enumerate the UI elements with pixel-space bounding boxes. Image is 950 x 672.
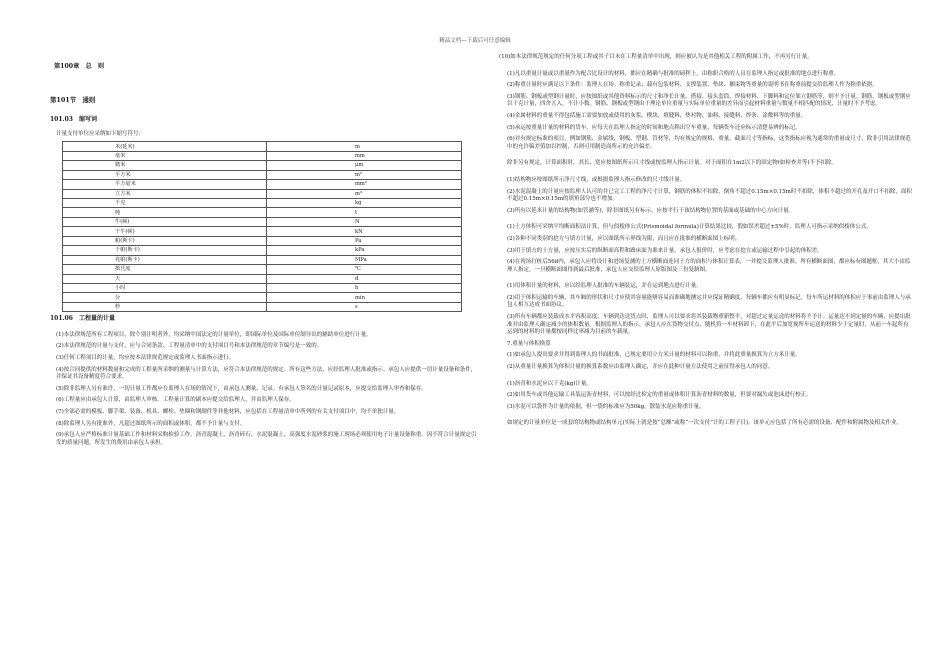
unit-row bbox=[63, 283, 462, 292]
paragraph: 如规定的计量单位是一成套的结构物或结构单元(实际上就是按“总额”或称“一次支付”计的工程子目)，该单元应包括了所有必需的设备、配件和附属物及相关作业。 bbox=[507, 420, 903, 427]
unit-abbr: kg bbox=[267, 199, 462, 208]
unit-row bbox=[63, 208, 462, 217]
unit-row bbox=[63, 227, 462, 236]
right-column bbox=[493, 54, 913, 428]
paragraph: (1)结构物应按图纸所示净尺寸线，或根据监理人指示修改的尺寸线计量。 bbox=[507, 176, 686, 183]
unit-name: 毫米 bbox=[63, 151, 267, 160]
unit-name: 牛(顿) bbox=[63, 217, 267, 226]
paragraph: 7.重量与体积换算 bbox=[507, 340, 551, 347]
paragraph: (10)如本法律规范规定的任何分项工程或其子目未在工程量清单中出现，则应被认为是其他相关工程的附属工作，不再另行计量。 bbox=[499, 54, 813, 60]
paragraph: (5)承运按重量计量的材料的货车，应每天在监理人指定的时间和地点称出空车重量，每辆货车还应标示清楚易辨的标记。 bbox=[507, 124, 801, 131]
paragraph: (1)凡以重量计量或以重量作为配合比设计的材料，都应在精确与批准的磅秤上，由称职合格的人员在监理人指定或批准的地点进行称重。 bbox=[507, 70, 840, 77]
paragraph: (2)水泥混凝土的计量应按监理人认可的并已完工工程的净尺寸计算，钢筋的体积不扣除，倒角不超过0.15m×0.15m时不扣除，体积不超过的开孔及开口不扣除，面积不超过0.15m×0.15m的填角部分也不增加。 bbox=[507, 188, 912, 203]
unit-abbr: m³ bbox=[267, 189, 462, 198]
unit-row bbox=[63, 265, 462, 274]
unit-name: 天 bbox=[63, 274, 267, 283]
unit-abbr: h bbox=[267, 283, 462, 292]
unit-row bbox=[63, 142, 462, 151]
unit-row bbox=[63, 189, 462, 198]
units-table bbox=[62, 141, 462, 312]
unit-abbr: mm bbox=[267, 151, 462, 160]
paragraph: (2)用于体积运输的车辆，其车厢的形状和尺寸应使其容量能够容易而准确地测定并应保证精确度。每辆车都应有明显标记。每车所运材料的体积应于事前由监理人与承包人相互达成书面协议。 bbox=[507, 294, 911, 309]
paragraph: (3)任何工程项目的计量，均应按本法律规范规定或监理人书面指示进行。 bbox=[56, 355, 235, 362]
paragraph: (4)在现场打桩后56d内，承包人应将设计和进场复测的土方横断面连同土方的面积与体积计算表，一并提交监理人批准。所有横断面图，都应标有图题框，其大小由监理人指定，一旦横断面图得到最后批准，承包人应交给监理人原版图及三份复制图。 bbox=[507, 259, 911, 273]
unit-abbr: d bbox=[267, 274, 462, 283]
unit-abbr: m bbox=[267, 142, 462, 151]
paragraph: (2)本法律规范的计量与支付，应与合同条款、工程量清单中的支付项目号和本法律规范的章节编号是一致的。 bbox=[56, 343, 323, 350]
unit-row bbox=[63, 180, 462, 189]
unit-name: 米(延米) bbox=[63, 142, 267, 151]
paragraph: (3)所有以延米计量的结构物(如管涵等)，除非图纸另有标示，应按平行于该结构物位置的基面或基础的中心方向计量。 bbox=[507, 207, 795, 214]
unit-name: 千帕(斯卡) bbox=[63, 246, 267, 255]
unit-abbr: kPa bbox=[267, 246, 462, 255]
right-group-h bbox=[493, 420, 913, 428]
unit-abbr: kN bbox=[267, 227, 462, 236]
unit-name: 平方毫米 bbox=[63, 180, 267, 189]
unit-abbr: mm² bbox=[267, 180, 462, 189]
unit-row bbox=[63, 255, 462, 264]
paragraph: (3)用于填方的土方量，应按压实后的纵断面高程和路床面为准来计量。承包人报价时，应考虑在挖方或运输过程中引起的体积差。 bbox=[507, 247, 823, 254]
unit-abbr: MPa bbox=[267, 255, 462, 264]
unit-row bbox=[63, 293, 462, 302]
unit-abbr: Pa bbox=[267, 236, 462, 245]
unit-abbr: μm bbox=[267, 161, 462, 170]
right-group-e bbox=[493, 224, 913, 274]
subsection-abbrev: 101.03 缩写词 bbox=[50, 116, 97, 124]
chapter-title: 第100章 总 则 bbox=[54, 63, 105, 70]
unit-abbr: t bbox=[267, 208, 462, 217]
paragraph: (5)除非监理人另有准许，一切计量工作都应在监理人在场的情况下，由承包人测量、记录。有承包人签名的计量记录原本，应提交给监理人审查和保存。 bbox=[56, 385, 427, 392]
unit-name: 千克 bbox=[63, 199, 267, 208]
paragraph: (1)本法律规范所有工程项目，除个别注明者外，均采纳中国法定的计量单位，即国际单位及国际单位制导出的辅助单位进行计量。 bbox=[56, 331, 372, 338]
unit-name: 兆帕(斯卡) bbox=[63, 255, 267, 264]
paragraph: (2)各种不同类别的挖方与填方计量，应以图纸所示界线为限，而且应在批准的横断面图上标明。 bbox=[507, 235, 741, 242]
unit-row bbox=[63, 170, 462, 179]
unit-abbr: min bbox=[267, 293, 462, 302]
unit-row bbox=[63, 246, 462, 255]
unit-abbr: N bbox=[267, 217, 462, 226]
units-intro: 计量支付单位应采纳如下缩写符号： bbox=[56, 130, 145, 137]
paragraph: (1)土方体积可采纳平均断面积法计算，但与似棱体公式(Prismoidal formula)计算结果比较，假如误差超过±5%时，监理人可指示采纳似棱体公式。 bbox=[507, 224, 872, 231]
paragraph: (3)所有车辆都应装载成水平容积高度，车辆到达送货点时，监理人可以要求将其装载物重新整平，对超过定量运送的材料将不予计。运量达不到定量的车辆，应提出批准并由监理人确定减少的体积数量。根据监理人的指示，承包人应在货物交付点，随机将一车材料卸下，在此平后加宽视所车运送的材料少于定量时，从前一车起所有运到的材料的计量都按同样比率减为目前的车载量。 bbox=[507, 314, 911, 336]
paragraph: (9)承包人应严格标准计量基础工作和材料采购检验工作。沥青混凝土、沥青碎石、水泥混凝土、高强度水泥砂浆的施工现场必须使用电子计量设备称重。因不符合计量规定引发的质量问题，所发生的费用由承包人承担。 bbox=[56, 432, 477, 446]
unit-row bbox=[63, 302, 462, 311]
paragraph: (2)从重量计量换算为体积计量的换算系数应由监理人确定，并应在此种计量方法使用之前征得承包人的同意。 bbox=[507, 364, 774, 371]
paragraph: (4)按合同提供的材料数量和完成的工程量所采纳的测量与计算方法，应符合本法律规范的规定。所有这些方法，应经监理人批准或指示。承包人应提供一切计量设备和条件，并保证其设备精度符合要求。 bbox=[56, 366, 477, 381]
unit-row bbox=[63, 199, 462, 208]
unit-abbr: s bbox=[267, 302, 462, 311]
unit-name: 微米 bbox=[63, 161, 267, 170]
unit-abbr: ℃ bbox=[267, 265, 462, 274]
paragraph: (2)如用货车或其他运输工具装运沥青材料，可以按经过检定的重量或体积计算沥青材料的数量，但要对漏失或泡沫进行校正。 bbox=[507, 392, 812, 399]
section-title: 第101节 通则 bbox=[50, 95, 96, 104]
right-group-d bbox=[493, 177, 913, 215]
paragraph: (4)金属材料的重量不得包括施工需要加放或使用的灰浆、楔块、填缝料、垫衬物、油料、接缝料、焊条、涂敷料等的重量。 bbox=[507, 112, 807, 119]
paragraph: (1)用体积计量的材料，应以经监理人批准的车辆装运，并在运到地点进行计量。 bbox=[507, 283, 702, 290]
paragraph: (2)称重计量时应满足以下条件：监理人在场；称重记录；载有包装材料、支撑装置、垫块、捆束物等重量的说明书在称重前提交给监理人作为称重依据。 bbox=[507, 82, 878, 89]
right-group-b bbox=[493, 71, 913, 152]
right-group-g bbox=[493, 381, 913, 412]
paragraph: (6)工程量应由承包人计算，由监理人审核。工程量计算的副本应提交给监理人，并由监理人保存。 bbox=[56, 397, 295, 404]
right-group-c bbox=[493, 160, 913, 168]
subsection-measure: 101.06 工程量的计量 bbox=[50, 315, 115, 323]
unit-name: 摄氏度 bbox=[63, 265, 267, 274]
unit-name: 立方米 bbox=[63, 189, 267, 198]
paragraph: 除非另有规定，计算面积时，其长、宽应按图纸所示尺寸线或按监理人指示计量。对于面积在1m2以下的固定物(如检查井等)不予扣除。 bbox=[507, 160, 838, 167]
paragraph: (8)除监理人另有批准外，凡超过图纸所示的面积或体积，都不予计量与支付。 bbox=[56, 420, 246, 427]
paragraph: (3)水泥可以袋作为计量的依据，但一袋的标准应为50kg，散装水泥应称重计量。 bbox=[507, 403, 705, 410]
unit-name: 帕(斯卡) bbox=[63, 236, 267, 245]
paragraph: (1)沥青和水泥应以千克(kg)计量。 bbox=[507, 380, 592, 387]
unit-abbr: m² bbox=[267, 170, 462, 179]
unit-row bbox=[63, 161, 462, 170]
unit-row bbox=[63, 274, 462, 283]
left-paragraphs bbox=[50, 332, 480, 448]
unit-row bbox=[63, 236, 462, 245]
paragraph: (6)对有规定标准的项目，例如钢筋、金属线、钢板、型钢、管材等，均有规定的规格、重量、截面尺寸等指标，这类指标应视为通常的重量或尺寸；除非引用法律规范中的允许偏差值加以控制，否则可用制造商所示的允许偏差。 bbox=[507, 136, 911, 150]
unit-name: 千牛(顿) bbox=[63, 227, 267, 236]
unit-name: 吨 bbox=[63, 208, 267, 217]
header-note: 精品文档---下载后可任意编辑 bbox=[439, 38, 511, 44]
unit-name: 小时 bbox=[63, 283, 267, 292]
unit-row bbox=[63, 151, 462, 160]
paragraph: (3)钢筋、钢板或型钢计量时，应按图纸或其他资料标示的尺寸和净长计量。搭接、接头套筒、焊接材料、下脚料和定位架立钢筋等，则不予计量。钢筋、钢板或型钢应以千克计量，四舍五入，不计小数。钢筋、钢板或型钢由于理论单位重量与实际单位重量的差异而引起材料重量与数量不相匹配的情况，计量时不予考虑。 bbox=[507, 93, 911, 108]
right-group-a bbox=[493, 54, 913, 62]
left-column bbox=[50, 56, 480, 447]
paragraph: (1)如承包人提出要求并得到监理人的书面批准，已规定要用立方米计量的材料可以称重，并将此重量换算为立方米计量。 bbox=[507, 352, 801, 359]
right-group-f bbox=[493, 283, 913, 371]
paragraph: (7)全部必需的模板、脚手架、装备、机具、螺栓、垫圈和钢制件等其他材料，应包括在工程量清单中所列的有关支付项目中，均不单独计量。 bbox=[56, 409, 400, 415]
unit-name: 分 bbox=[63, 293, 267, 302]
unit-name: 秒 bbox=[63, 302, 267, 311]
unit-name: 平方米 bbox=[63, 170, 267, 179]
unit-row bbox=[63, 217, 462, 226]
